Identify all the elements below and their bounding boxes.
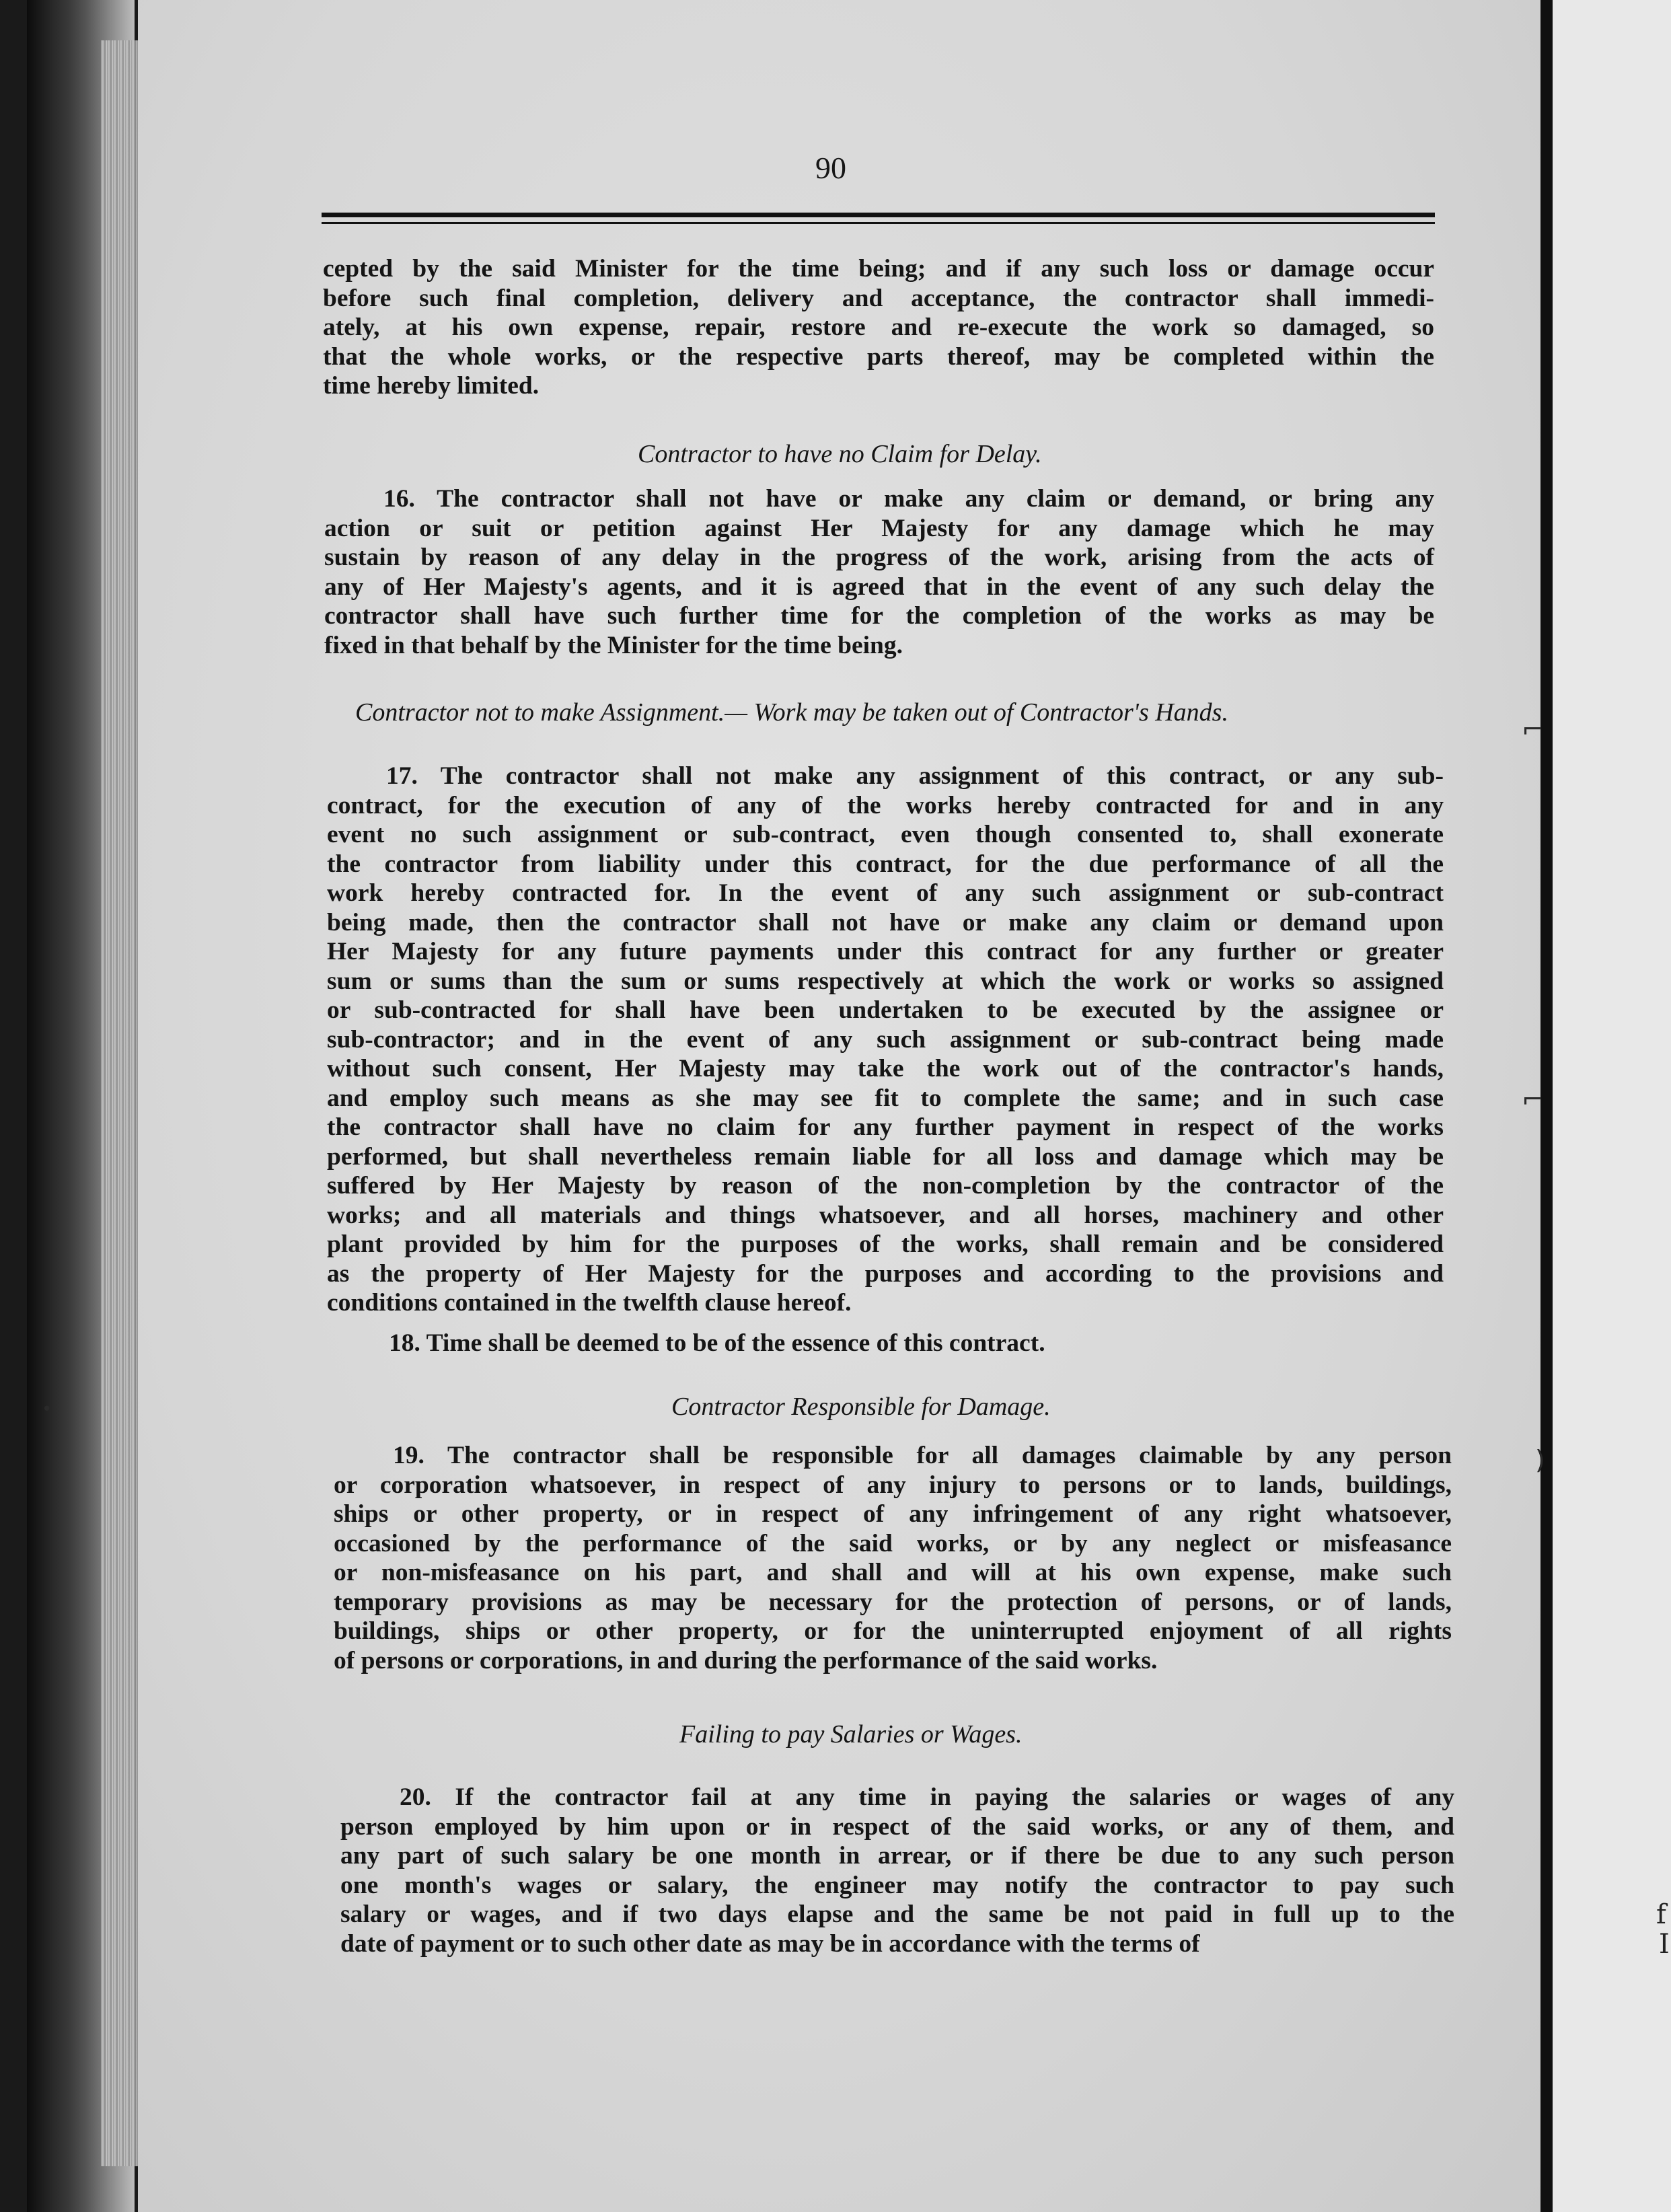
- text-line: time hereby limited.: [323, 372, 540, 400]
- header-rule: [322, 222, 1435, 224]
- margin-mark: ⌐: [1522, 1084, 1543, 1114]
- paragraph: [340, 1783, 1454, 1958]
- text-line: works; and all materials and things whatsoever, and all horses, machinery and other: [327, 1201, 1444, 1229]
- text-line: buildings, ships or other property, or for the uninterrupted enjoyment of all rights: [334, 1617, 1452, 1645]
- text-line: one month's wages or salary, the engineer may notify the contractor to pay such: [340, 1871, 1454, 1899]
- text-line: sustain by reason of any delay in the progress of the work, arising from the acts of: [324, 544, 1434, 571]
- text-line: person employed by him upon or in respect of the said works, or any of them, and: [340, 1812, 1454, 1841]
- text-line: or sub-contracted for shall have been undertaken to be executed by the assignee or: [327, 996, 1444, 1024]
- text-line: salary or wages, and if two days elapse and the same be not paid in full up to the: [340, 1901, 1454, 1928]
- text-line: suffered by Her Majesty by reason of the non-completion by the contractor of the: [327, 1172, 1444, 1200]
- margin-mark: ): [1535, 1445, 1545, 1475]
- section-heading: Contractor Responsible for Damage.: [671, 1393, 1051, 1421]
- paragraph: [389, 1329, 1196, 1358]
- text-line: sub-contractor; and in the event of any such assignment or sub-contract being made: [327, 1025, 1444, 1054]
- right-page-mark: I: [1659, 1929, 1670, 1960]
- paragraph: [323, 254, 1434, 401]
- right-page-mark: f: [1656, 1899, 1666, 1930]
- text-line: without such consent, Her Majesty may take the work out of the contractor's hands,: [327, 1055, 1444, 1082]
- text-line: as the property of Her Majesty for the purposes and according to the provisions and: [327, 1259, 1444, 1288]
- text-line: occasioned by the performance of the said works, or by any neglect or misfeasance: [334, 1529, 1452, 1557]
- text-line: the contractor shall have no claim for any further payment in respect of the works: [327, 1113, 1444, 1141]
- margin-mark: ⌐: [1522, 714, 1543, 744]
- text-line: date of payment or to such other date as may be in accordance with the terms of: [340, 1929, 1200, 1958]
- text-line: or corporation whatsoever, in respect of any injury to persons or to lands, buildings,: [334, 1471, 1452, 1499]
- text-line: 20. If the contractor fail at any time in paying the salaries or wages of any: [400, 1783, 1454, 1811]
- text-line: that the whole works, or the respective parts thereof, may be completed within the: [323, 342, 1434, 371]
- page-number: 90: [815, 151, 846, 185]
- text-line: sum or sums than the sum or sums respectively at which the work or works so assigned: [327, 967, 1444, 995]
- text-line: the contractor from liability under this contract, for the due performance of all the: [327, 850, 1444, 878]
- section-heading: Contractor to have no Claim for Delay.: [638, 440, 1042, 468]
- text-line: 19. The contractor shall be responsible for all damages claimable by any person: [393, 1442, 1452, 1469]
- text-line: conditions contained in the twelfth clause hereof.: [327, 1289, 852, 1317]
- text-line: fixed in that behalf by the Minister for the time being.: [324, 631, 903, 659]
- section-heading: Failing to pay Salaries or Wages.: [679, 1720, 1023, 1748]
- text-line: plant provided by him for the purposes of the works, shall remain and be considered: [327, 1230, 1444, 1258]
- text-line: ately, at his own expense, repair, restore and re-execute the work so damaged, so: [323, 314, 1434, 341]
- adjacent-page: [1553, 0, 1671, 2212]
- text-line: 18. Time shall be deemed to be of the essence of this contract.: [389, 1329, 1045, 1357]
- text-line: contract, for the execution of any of the works hereby contracted for and in any: [327, 791, 1444, 819]
- header-rule: [322, 213, 1435, 217]
- section-heading: Contractor not to make Assignment.— Work may be taken out of Contractor's Hands.: [355, 698, 1228, 727]
- text-line: 17. The contractor shall not make any assignment of this contract, or any sub-: [386, 762, 1444, 790]
- text-line: temporary provisions as may be necessary for the protection of persons, or of lands,: [334, 1588, 1452, 1616]
- text-line: and employ such means as she may see fit to complete the same; and in such case: [327, 1084, 1444, 1112]
- text-line: action or suit or petition against Her Majesty for any damage which he may: [324, 514, 1434, 542]
- text-line: event no such assignment or sub-contract, even though consented to, shall exonerate: [327, 821, 1444, 848]
- paragraph: [324, 484, 1434, 660]
- text-line: contractor shall have such further time for the completion of the works as may be: [324, 602, 1434, 630]
- paragraph: [327, 762, 1444, 1318]
- text-line: Her Majesty for any future payments under this contract for any further or greater: [327, 938, 1444, 965]
- text-line: any part of such salary be one month in arrear, or if there be due to any such person: [340, 1842, 1454, 1870]
- text-line: cepted by the said Minister for the time being; and if any such loss or damage occur: [323, 255, 1434, 283]
- text-line: or non-misfeasance on his part, and shall and will at his own expense, make such: [334, 1559, 1452, 1586]
- text-line: any of Her Majesty's agents, and it is agreed that in the event of any such delay the: [324, 573, 1434, 601]
- text-line: ships or other property, or in respect of any infringement of any right whatsoever,: [334, 1500, 1452, 1528]
- margin-mark: •: [42, 1399, 52, 1420]
- paragraph: [334, 1441, 1452, 1675]
- text-line: performed, but shall nevertheless remain liable for all loss and damage which may be: [327, 1142, 1444, 1171]
- text-line: before such final completion, delivery and acceptance, the contractor shall immedi-: [323, 284, 1434, 312]
- text-line: being made, then the contractor shall not have or make any claim or demand upon: [327, 908, 1444, 936]
- text-line: 16. The contractor shall not have or make any claim or demand, or bring any: [383, 485, 1434, 513]
- text-line: of persons or corporations, in and during the performance of the said works.: [334, 1646, 1158, 1674]
- text-line: work hereby contracted for. In the event of any such assignment or sub-contract: [327, 879, 1444, 907]
